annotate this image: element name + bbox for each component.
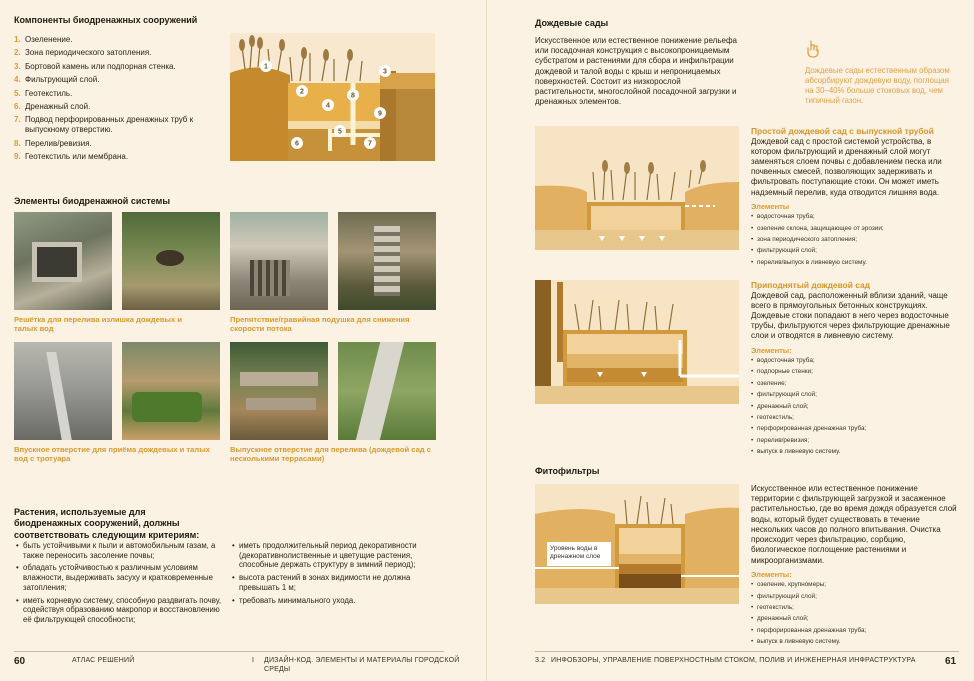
plants-criteria-col2 (232, 541, 438, 608)
section-number-right: 3.2 (535, 657, 546, 664)
rain-gardens-note: Дождевые сады естественным образом абсорбируют дождевую воду, поглощая на 30–40% больше стоковых вод, чем типичный газон. (805, 66, 950, 106)
caption-inlet: Впускное отверстие для приёма дождевых и талых вод с тротуара (14, 445, 210, 463)
photo-curb-inlet (14, 342, 112, 440)
section-title-left: ДИЗАЙН-КОД. ЭЛЕМЕНТЫ И МАТЕРИАЛЫ ГОРОДСКОЙ СРЕДЫ (264, 657, 460, 673)
page-number-left: 60 (14, 656, 26, 667)
svg-text:8: 8 (351, 92, 355, 100)
components-list (14, 35, 214, 166)
photo-sidewalk-garden (122, 342, 220, 440)
raised-garden-title: Приподнятый дождевой сад (751, 280, 870, 290)
list-item: • требовать минимального ухода. (232, 596, 438, 606)
photo-grate (14, 212, 112, 310)
book-title: АТЛАС РЕШЕНИЙ (72, 657, 135, 664)
raised-garden-diagram (535, 280, 739, 404)
simple-garden-title: Простой дождевой сад с выпускной трубой (751, 126, 934, 136)
simple-garden-diagram (535, 126, 739, 250)
list-item: • перфорированная дренажная труба; (751, 425, 959, 433)
hand-icon (805, 40, 821, 58)
section-number-left: I (252, 657, 255, 664)
list-item: • озеление склона, защищающее от эрозии; (751, 225, 959, 233)
simple-garden-elements (751, 213, 959, 267)
right-page (487, 0, 974, 681)
list-item: 5. Геотекстиль. (14, 88, 73, 98)
footer-rule (535, 651, 959, 652)
raised-garden-elements-label: Элементы: (751, 345, 792, 355)
list-item: 9. Геотекстиль или мембрана. (14, 152, 129, 162)
list-item: • высота растений в зонах видимости не должна превышать 1 м; (232, 573, 438, 592)
list-item: • перелив/ревизия; (751, 437, 959, 445)
raised-garden-text: Дождевой сад, расположенный вблизи зданий, чаще всего в прямоугольных бетонных конструкциях. Дождевые стоки попадают в него через водосточные трубы, фильтруются через фильтрующие дренажные слои и отводятся в ливневую систему. (751, 290, 950, 341)
list-item: • зона периодического затопления; (751, 236, 959, 244)
list-item: • подпорные стенки; (751, 368, 959, 376)
list-item: • выпуск в ливневую систему. (751, 448, 959, 456)
photo-gravel-cushion (230, 212, 328, 310)
list-item: 7. Подвод перфорированных дренажных труб к выпускному отверстию. (14, 115, 194, 135)
diagram-marker (291, 137, 303, 149)
diagram-marker (322, 99, 334, 111)
list-item: • иметь корневую систему, способную раздвигать почву, содействуя образованию макропор и восстановлению её фильтрующей способности; (16, 596, 224, 625)
svg-text:1: 1 (264, 63, 268, 71)
plants-criteria-col1 (16, 541, 224, 628)
rain-gardens-intro: Искусственное или естественное понижение рельефа или посадочная конструкция с высокопроницаемым субстратом и растениями для сбора и инфильтрации дождевой и талой воды с крыш и непроницаемых поверхностей. Состоит из низкорослой растительности, многослойной посадочной загрузки и дренажных элементов. (535, 36, 737, 107)
list-item: • обладать устойчивостью к различным условиям влажности, выдерживать засуху и кратковременные затопления; (16, 563, 224, 592)
photo-concrete-edge (338, 342, 436, 440)
photo-stepped-channel (338, 212, 436, 310)
diagram-marker (334, 125, 346, 137)
raised-garden-elements (751, 357, 959, 456)
phyto-title: Фитофильтры (535, 466, 600, 476)
diagram-marker (260, 60, 272, 72)
phyto-elements-label: Элементы: (751, 569, 792, 579)
components-title: Компоненты биодренажных сооружений (14, 15, 198, 25)
svg-text:3: 3 (383, 68, 387, 76)
simple-garden-elements-label: Элементы (751, 201, 790, 211)
diagram-marker (364, 137, 376, 149)
list-item: • иметь продолжительный период декоративности (декоративнолиственные и цветущие растения, способные держать структуру в зимний период); (232, 541, 438, 570)
list-item: • фильтрующий слой; (751, 391, 959, 399)
caption-outlet: Выпускное отверстие для перелива (дождевой сад с несколькими террасами) (230, 445, 431, 463)
diagram-marker (379, 65, 391, 77)
photo-grass-inlet (122, 212, 220, 310)
svg-text:2: 2 (300, 88, 304, 96)
list-item: 8. Перелив/ревизия. (14, 138, 92, 148)
footer-rule (14, 651, 444, 652)
svg-text:4: 4 (326, 102, 330, 110)
phyto-diagram-label: Уровень воды в дренажном слое (550, 545, 601, 560)
list-item: • дренажный слой; (751, 403, 959, 411)
caption-gravel: Препятствие/гравийная подушка для снижения скорости потока (230, 315, 410, 333)
svg-text:7: 7 (368, 140, 372, 148)
list-item: 1. Озеленение. (14, 35, 73, 44)
list-item: • озеление; (751, 380, 959, 388)
components-diagram (230, 33, 435, 161)
svg-text:5: 5 (338, 128, 342, 136)
rain-gardens-title: Дождевые сады (535, 18, 609, 28)
phyto-block (751, 484, 961, 650)
list-item: 6. Дренажный слой. (14, 101, 91, 111)
list-item: • перелив/выпуск в ливневую систему. (751, 259, 959, 267)
svg-text:9: 9 (378, 110, 382, 118)
list-item: • геотекстиль; (751, 604, 961, 612)
photo-terraced-outlet (230, 342, 328, 440)
phyto-diagram (535, 484, 739, 604)
simple-garden-text: Дождевой сад с простой системой устройства, в котором фильтрующий и дренажный слой могут заменяться слоем почвы с добавлением песка или почвенных смесей, позволяющих задерживать и фильтровать поступающие стоки. Он может иметь надземный перелив, куда отводится лишняя вода. (751, 136, 942, 197)
list-item: • фильтрующий слой; (751, 247, 959, 255)
raised-garden-block (751, 280, 959, 460)
diagram-marker (296, 85, 308, 97)
list-item: 4. Фильтрующий слой. (14, 75, 100, 85)
svg-text:6: 6 (295, 140, 299, 148)
plants-title: Растения, используемые для биодренажных сооружений, должны соответствовать следующим критериям: (14, 507, 200, 540)
diagram-marker (347, 89, 359, 101)
simple-garden-block (751, 126, 959, 270)
phyto-text: Искусственное или естественное понижение территории с фильтрующей загрузкой и засаженное растительностью, где во время дождя образуется слой воды, который будет существовать в течение нескольких часов до полного впитывания. Очистка происходит через фильтрацию, сорбцию, биологическое поглощение растениями и микроорганизмами. (751, 484, 957, 565)
list-item: 3. Бортовой камень или подпорная стенка. (14, 61, 176, 71)
list-item: • дренажный слой; (751, 615, 961, 623)
list-item: • выпуск в ливневую систему. (751, 638, 961, 646)
list-item: • фильтрующий слой; (751, 593, 961, 601)
diagram-marker (374, 107, 386, 119)
phyto-elements (751, 581, 961, 646)
elements-title: Элементы биодренажной системы (14, 196, 171, 206)
list-item: • геотекстиль; (751, 414, 959, 422)
list-item: • перфорированная дренажная труба; (751, 627, 961, 635)
list-item: 2. Зона периодического затопления. (14, 48, 152, 58)
section-title-right: ИНФОБЗОРЫ, УПРАВЛЕНИЕ ПОВЕРХНОСТНЫМ СТОКОМ, ПОЛИВ И ИНЖЕНЕРНАЯ ИНФРАСТРУКТУРА (551, 657, 916, 664)
page-number-right: 61 (945, 656, 957, 667)
list-item: • озеление, крупномеры; (751, 581, 961, 589)
list-item: • водосточная труба; (751, 357, 959, 365)
caption-grate: Решётка для перелива излишка дождевых и талых вод (14, 315, 182, 333)
list-item: • быть устойчивыми к пыли и автомобильным газам, а также переносить засоление почвы; (16, 541, 224, 560)
list-item: • водосточная труба; (751, 213, 959, 221)
